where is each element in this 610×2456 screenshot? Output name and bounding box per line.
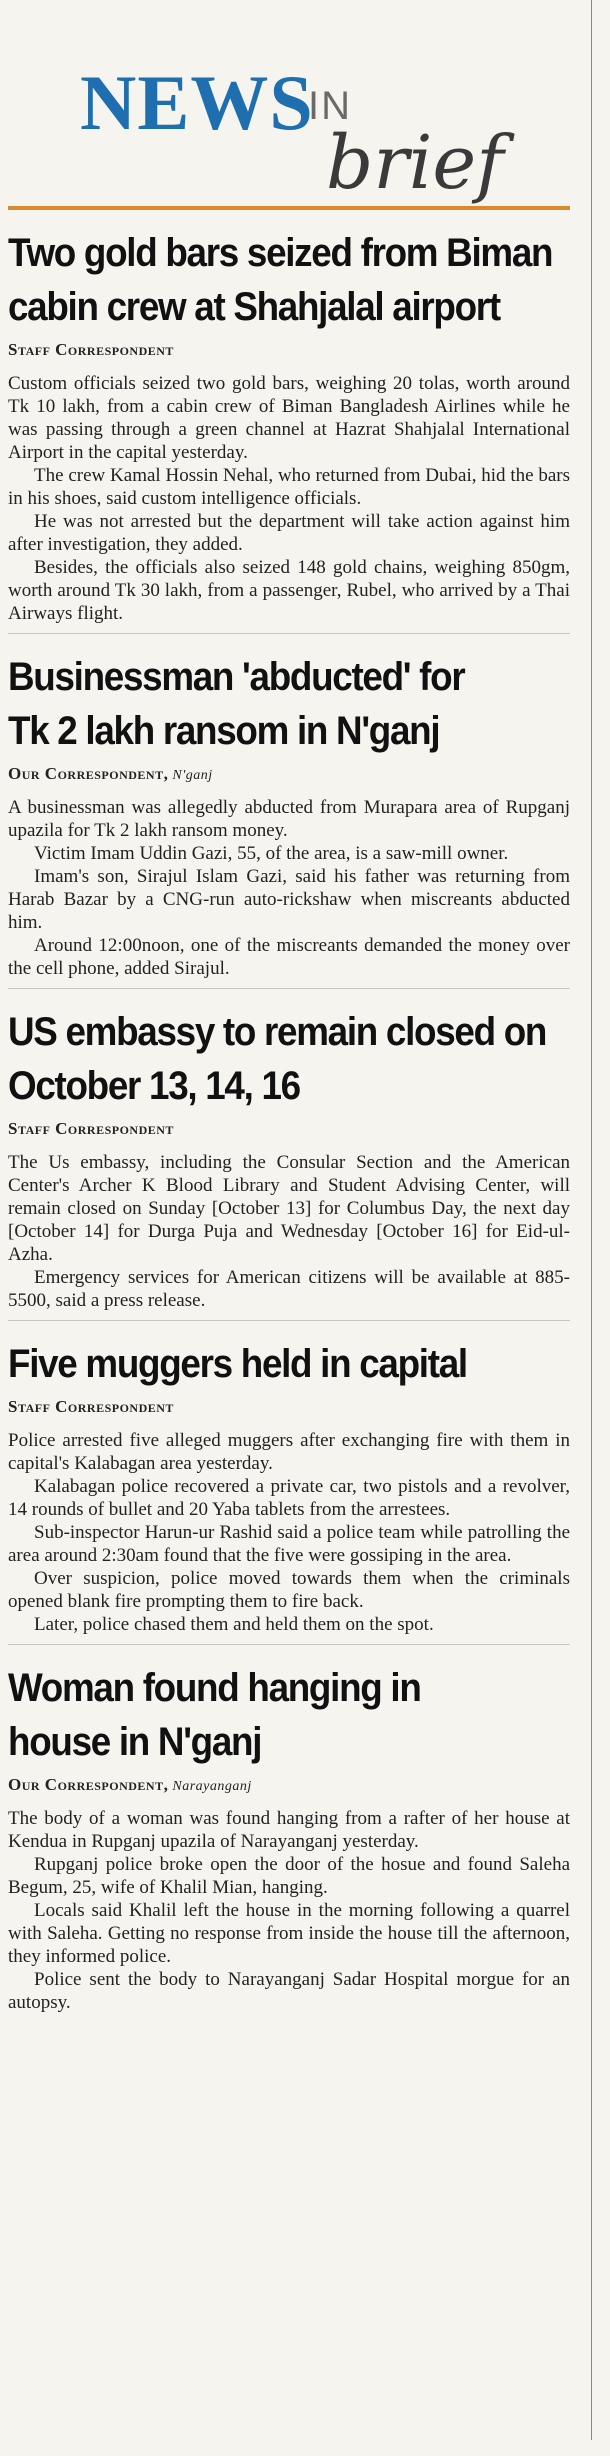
- story-paragraph: The body of a woman was found hanging from a rafter of her house at Kendua in Rupganj upazila of Narayanganj yesterday.: [8, 1808, 570, 1852]
- story-paragraph: Imam's son, Sirajul Islam Gazi, said his father was returning from Harab Bazar by a CNG-run auto-rickshaw when miscreants abducted him.: [8, 866, 570, 933]
- masthead-brief: brief: [326, 120, 504, 206]
- news-story: [8, 650, 570, 989]
- story-paragraph: He was not arrested but the department will take action against him after investigation, they added.: [8, 511, 570, 555]
- byline-author: Staff Correspondent: [8, 1397, 174, 1416]
- byline-author: Our Correspondent,: [8, 1775, 169, 1794]
- story-headline: US embassy to remain closed on: [8, 1010, 547, 1054]
- byline-author: Staff Correspondent: [8, 1119, 174, 1138]
- story-paragraph: Rupganj police broke open the door of the hosue and found Saleha Begum, 25, wife of Khalil Mian, hanging.: [8, 1854, 570, 1898]
- masthead-in: IN: [308, 84, 352, 128]
- masthead-news: NEWS: [80, 59, 314, 146]
- byline-location: N'ganj: [172, 768, 213, 783]
- story-paragraph: Around 12:00noon, one of the miscreants demanded the money over the cell phone, added Sirajul.: [8, 935, 570, 979]
- news-story: [8, 1337, 570, 1645]
- story-paragraph: Besides, the officials also seized 148 gold chains, weighing 850gm, worth around Tk 30 lakh, from a passenger, Rubel, who arrived by a Thai Airways flight.: [8, 557, 570, 624]
- story-body: [8, 1151, 570, 1312]
- story-separator: [8, 1320, 570, 1321]
- byline-location: Narayanganj: [172, 1779, 252, 1794]
- story-paragraph: Sub-inspector Harun-ur Rashid said a police team while patrolling the area around 2:30am found that the five were gossiping in the area.: [8, 1522, 570, 1566]
- story-paragraph: Later, police chased them and held them on the spot.: [34, 1614, 434, 1635]
- story-paragraph: Custom officials seized two gold bars, weighing 20 tolas, worth around Tk 10 lakh, from a cabin crew of Biman Bangladesh Airlines while he was passing through a green channel at Hazrat Shahjalal International Airport in the capital yesterday.: [8, 373, 570, 463]
- story-paragraph: Emergency services for American citizens will be available at 885-5500, said a press release.: [8, 1267, 570, 1311]
- story-paragraph: A businessman was allegedly abducted from Murapara area of Rupganj upazila for Tk 2 lakh ransom money.: [8, 797, 570, 841]
- story-byline: [8, 764, 570, 784]
- story-headline: Two gold bars seized from Biman: [8, 231, 553, 275]
- story-headline: October 13, 14, 16: [8, 1064, 300, 1108]
- story-paragraph: Victim Imam Uddin Gazi, 55, of the area, is a saw-mill owner.: [34, 843, 509, 864]
- story-byline: [8, 1775, 570, 1795]
- story-body: [8, 796, 570, 980]
- story-paragraph: Police sent the body to Narayanganj Sadar Hospital morgue for an autopsy.: [8, 1969, 570, 2013]
- story-headline: Five muggers held in capital: [8, 1342, 467, 1386]
- byline-author: Our Correspondent,: [8, 764, 169, 783]
- story-body: [8, 1807, 570, 2014]
- story-separator: [8, 988, 570, 989]
- story-body: [8, 1429, 570, 1636]
- story-headline: Tk 2 lakh ransom in N'ganj: [8, 709, 440, 753]
- column-rule: [591, 0, 592, 2440]
- news-story: [8, 1005, 570, 1321]
- news-story: [8, 1661, 570, 2014]
- story-paragraph: Police arrested five alleged muggers after exchanging fire with them in capital's Kalabagan area yesterday.: [8, 1430, 570, 1474]
- stories-list: [8, 226, 570, 2014]
- story-byline: [8, 1119, 570, 1139]
- story-paragraph: The Us embassy, including the Consular Section and the American Center's Archer K Blood Library and Student Advising Center, will remain closed on Sunday [October 13] for Columbus Day, the next day [October 14] for Durga Puja and Wednesday [October 16] for Eid-ul-Azha.: [8, 1152, 570, 1265]
- story-paragraph: Locals said Khalil left the house in the morning following a quarrel with Saleha. Getting no response from inside the house till the afternoon, they informed police.: [8, 1900, 570, 1967]
- news-story: [8, 226, 570, 634]
- story-paragraph: Over suspicion, police moved towards them when the criminals opened blank fire prompting them to fire back.: [8, 1568, 570, 1612]
- masthead-divider: [8, 206, 570, 210]
- story-paragraph: The crew Kamal Hossin Nehal, who returned from Dubai, hid the bars in his shoes, said custom intelligence officials.: [8, 465, 570, 509]
- story-headline: house in N'ganj: [8, 1720, 262, 1764]
- byline-author: Staff Correspondent: [8, 340, 174, 359]
- story-headline: Woman found hanging in: [8, 1666, 421, 1710]
- story-byline: [8, 1397, 570, 1417]
- story-byline: [8, 340, 570, 360]
- story-headline: Businessman 'abducted' for: [8, 655, 465, 699]
- story-paragraph: Kalabagan police recovered a private car, two pistols and a revolver, 14 rounds of bullet and 20 Yaba tablets from the arrestees.: [8, 1476, 570, 1520]
- story-separator: [8, 1644, 570, 1645]
- story-body: [8, 372, 570, 625]
- story-separator: [8, 633, 570, 634]
- masthead: [8, 0, 570, 210]
- story-headline: cabin crew at Shahjalal airport: [8, 285, 500, 329]
